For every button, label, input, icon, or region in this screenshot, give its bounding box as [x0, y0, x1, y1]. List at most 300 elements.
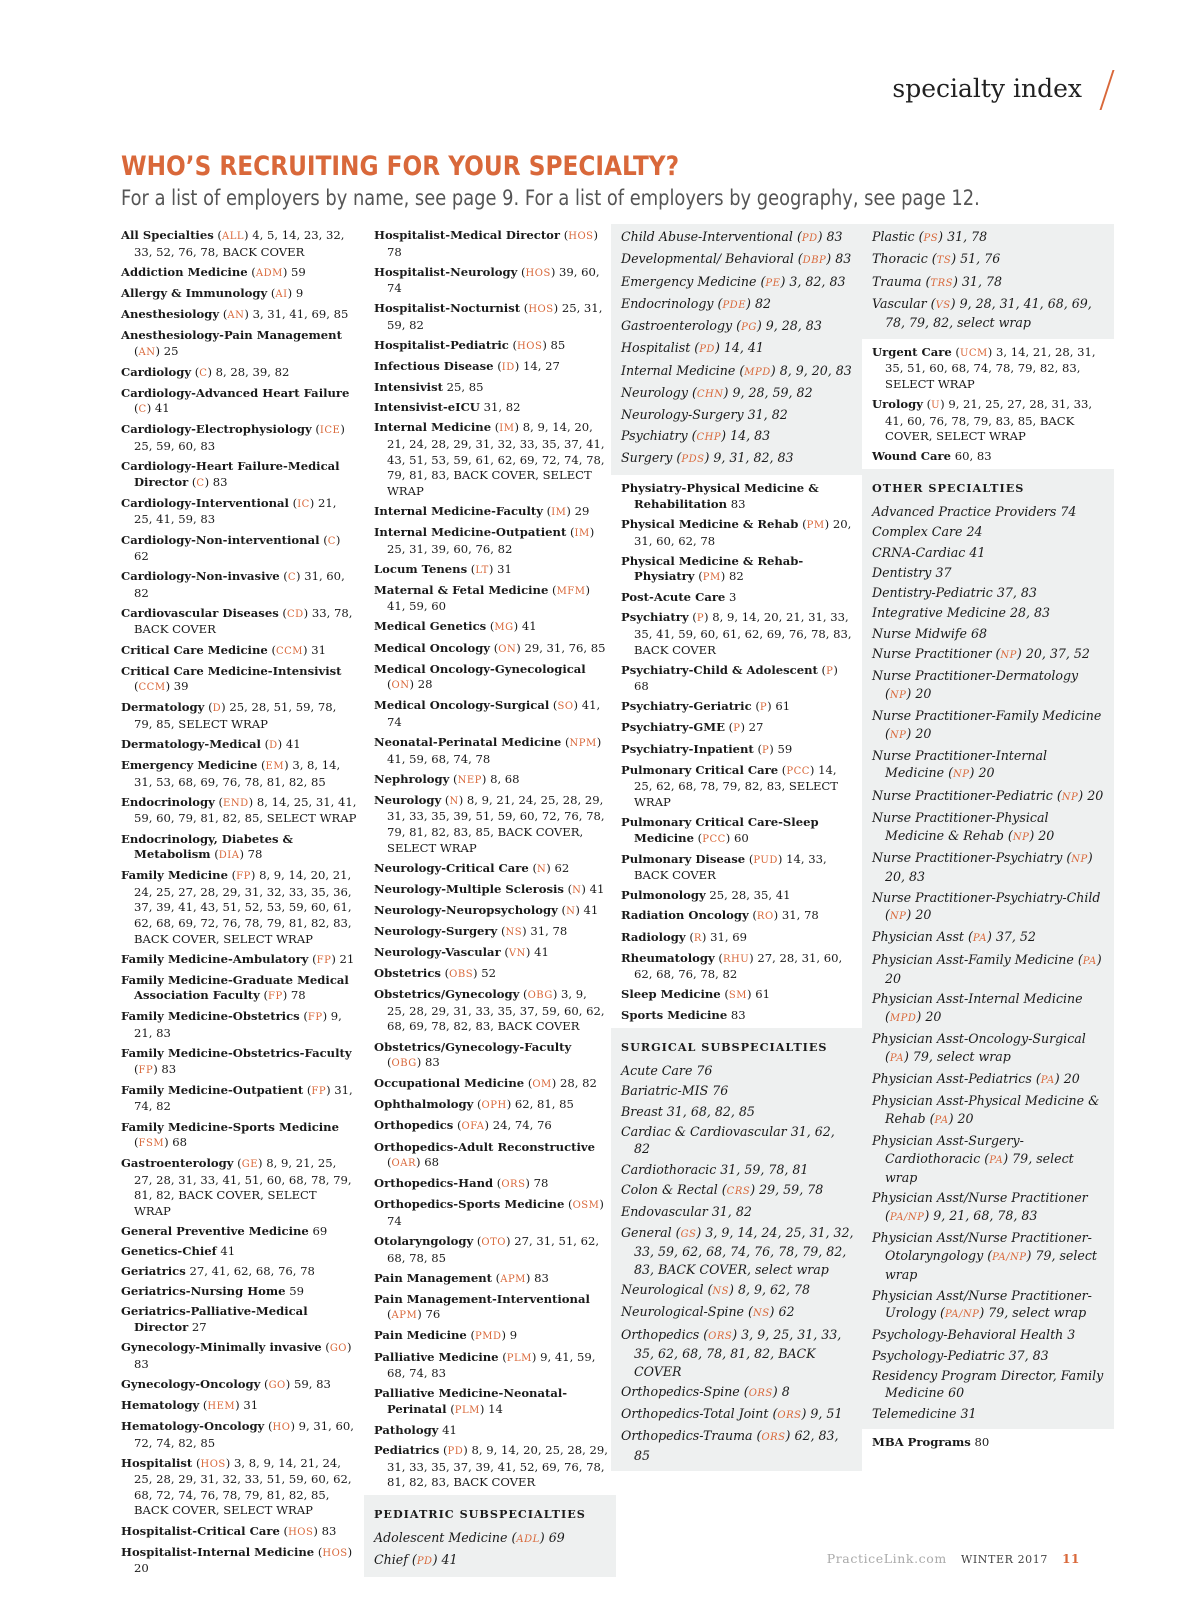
specialty-abbreviation: PM [702, 572, 721, 584]
page-references: 68 [424, 1155, 439, 1170]
index-entry: Pain Management (APM) 83 [374, 1270, 549, 1285]
index-entry [872, 503, 1106, 521]
page-references: 83 [212, 474, 228, 489]
index-entry: Dermatology (D) 25, 28, 51, 59, 78, 79, 85, SELECT WRAP [121, 700, 337, 731]
specialty-name: Trauma [872, 273, 922, 289]
specialty-name: Family Medicine-Obstetrics-Faculty [121, 1046, 352, 1061]
specialty-abbreviation: IM [574, 528, 590, 539]
index-entry: Neurological (NS) 8, 9, 62, 78 [621, 1281, 811, 1297]
specialty-abbreviation: PA [1040, 1075, 1055, 1087]
specialty-name: Vascular [872, 295, 927, 311]
specialty-abbreviation: PD [801, 233, 818, 244]
page-references: 9, 21, 68, 78, 83 [933, 1207, 1038, 1223]
index-entry: Hematology (HEM) 31 [121, 1397, 259, 1412]
index-entry [872, 1326, 1106, 1344]
index-entry [621, 1203, 854, 1221]
specialty-abbreviation: U [931, 399, 941, 411]
specialty-abbreviation: ORS [501, 1179, 526, 1191]
index-entry: Medical Oncology (ON) 29, 31, 76, 85 [374, 640, 606, 655]
specialty-name: Pain Management-Interventional [374, 1291, 590, 1306]
specialty-name: Cardiac & Cardiovascular [621, 1123, 787, 1139]
index-entry [621, 1161, 854, 1179]
specialty-name: Psychiatry-Geriatric [621, 699, 752, 714]
specialty-name: Neurology-Critical Care [374, 860, 529, 875]
page-references: 28, 82 [560, 1076, 597, 1091]
specialty-abbreviation: C [138, 404, 147, 416]
specialty-name: Psychiatry-GME [621, 720, 725, 735]
page-references: 9, 21, 83 [134, 1009, 342, 1041]
page-references: 3, 31, 41, 69, 85 [252, 306, 349, 321]
specialty-abbreviation: DIA [218, 850, 240, 862]
page-references: 62, 81, 85 [514, 1097, 574, 1112]
index-entry [621, 406, 854, 424]
specialty-name: Hematology [121, 1397, 200, 1412]
specialty-name: Internal Medicine [621, 362, 736, 378]
page-references: 78 [387, 244, 402, 259]
index-entry: Internal Medicine (IM) 8, 9, 14, 20, 21, 24, 28, 29, 31, 32, 33, 35, 37, 41, 43, 51, 53, 59, 61, 62, 69, 72, 74, 78, 79, 81, 83, BACK COVER, SELECT WRAP [374, 420, 605, 498]
specialty-name: Endocrinology [121, 794, 215, 809]
page-references: 27 [748, 720, 764, 735]
page-references: 31 [311, 642, 327, 657]
specialty-name: Family Medicine-Ambulatory [121, 951, 309, 966]
specialty-name: Urgent Care [872, 344, 952, 359]
page-references: 59, 83 [293, 1376, 331, 1391]
specialty-abbreviation: OM [532, 1079, 552, 1091]
index-entry: Medical Genetics (MG) 41 [374, 619, 537, 634]
page-references: 39, 60, 74 [387, 264, 600, 296]
page-references: 31, 78 [781, 908, 819, 923]
page-references: 31, 78 [961, 273, 1002, 289]
index-entry: Family Medicine (FP) 8, 9, 14, 20, 21, 24, 25, 27, 28, 29, 31, 32, 33, 35, 36, 37, 39, 41, 43, 51, 52, 53, 59, 60, 61, 62, 68, 69, 72, 76, 78, 79, 81, 82, 83, BACK COVER, SELECT WRAP [121, 868, 352, 946]
index-entry [872, 1367, 1106, 1402]
index-entry: Anesthesiology-Pain Management (AN) 25 [121, 327, 342, 358]
specialty-abbreviation: LT [475, 564, 489, 576]
specialty-name: Sleep Medicine [621, 987, 721, 1002]
page-references: 60 [948, 1385, 965, 1401]
specialty-abbreviation: C [287, 572, 296, 584]
footer-issue: WINTER 2017 [960, 1553, 1048, 1566]
page-references: 78 [290, 988, 306, 1003]
index-entry: Orthopedics-Hand (ORS) 78 [374, 1176, 549, 1191]
page-references: 25, 28, 35, 41 [709, 888, 791, 903]
specialty-abbreviation: CCM [138, 682, 166, 694]
index-entry: Obstetrics/Gynecology (OBG) 3, 9, 25, 28, 29, 31, 33, 35, 37, 59, 60, 62, 68, 69, 78, 82, 83, BACK COVER [374, 987, 605, 1034]
index-entry: Neurology-Critical Care (N) 62 [374, 860, 570, 875]
index-entry: Pediatrics (PD) 8, 9, 14, 20, 25, 28, 29, 31, 33, 35, 37, 39, 41, 52, 69, 76, 78, 81, 82, 83, BACK COVER [374, 1443, 608, 1490]
index-entry: Cardiology-Heart Failure-Medical Director (C) 83 [121, 459, 340, 489]
page-references: 20, 37, 52 [1025, 646, 1090, 662]
page-references: 83 [826, 229, 843, 244]
page-references: 31, 74, 82 [134, 1082, 353, 1114]
page-references: 31, 69 [710, 929, 747, 944]
specialty-name: Internal Medicine-Outpatient [374, 525, 567, 539]
page-references: 8, 9, 14, 20, 21, 24, 25, 27, 28, 29, 31, 32, 33, 35, 36, 37, 39, 41, 43, 51, 52, 53, 59, 60, 61, 62, 68, 69, 72, 76, 78, 79, 81, 82, 83, BACK COVER, SELECT WRAP [134, 868, 352, 946]
index-entry: Addiction Medicine (ADM) 59 [121, 264, 306, 279]
index-entry: Physician Asst-Pediatrics (PA) 20 [872, 1071, 1080, 1087]
index-entry: Nurse Practitioner-Physical Medicine & Rehab (NP) 20 [872, 810, 1055, 843]
specialty-abbreviation: ORS [708, 1330, 733, 1342]
specialty-name: Pain Medicine [374, 1328, 467, 1343]
footer-site: PracticeLink.com [826, 1551, 947, 1566]
index-entry: Urology (U) 9, 21, 25, 27, 28, 31, 33, 41, 60, 76, 78, 79, 83, 85, BACK COVER, SELECT WRAP [872, 396, 1093, 444]
page-references: 9, 28, 83 [765, 318, 822, 334]
index-entry: All Specialties (ALL) 4, 5, 14, 23, 32, 33, 52, 76, 78, BACK COVER [121, 228, 345, 259]
page-references: 62 [554, 860, 570, 875]
index-entry: Physician Asst-Family Medicine (PA) 20 [872, 951, 1102, 987]
specialty-abbreviation: PUD [753, 854, 778, 866]
index-entry [121, 1244, 357, 1260]
index-entry: Hospitalist (PD) 14, 41 [621, 340, 764, 356]
specialty-name: Chief [374, 1552, 408, 1568]
specialty-abbreviation: IC [297, 498, 310, 510]
page-references: 24, 74, 76 [492, 1118, 552, 1133]
page-references: 3, 9, 25, 31, 33, 35, 62, 68, 78, 81, 82, BACK COVER [634, 1326, 842, 1379]
page-references: 3 [1067, 1327, 1076, 1343]
specialty-name: Obstetrics/Gynecology [374, 987, 520, 1002]
index-entry: Nurse Practitioner-Family Medicine (NP) 20 [872, 708, 1102, 741]
index-entry: General (GS) 3, 9, 14, 24, 25, 31, 32, 33, 59, 62, 68, 74, 76, 78, 79, 82, 83, BACK COVER, select wrap [621, 1224, 854, 1277]
specialty-abbreviation: PM [806, 519, 825, 531]
index-entry: Physician Asst-Internal Medicine (MPD) 20 [872, 991, 1083, 1024]
specialty-name: Pulmonology [621, 888, 706, 903]
specialty-name: Physician Asst-Physical Medicine & Rehab [872, 1093, 1100, 1126]
index-entry: Endocrinology (PDE) 82 [621, 295, 771, 311]
specialty-name: Medical Oncology-Gynecological [374, 661, 586, 676]
specialty-abbreviation: PA/NP [944, 1309, 980, 1321]
specialty-name: Addiction Medicine [121, 264, 248, 279]
specialty-abbreviation: HOS [517, 341, 543, 353]
page-references: 9, 28, 59, 82 [732, 385, 813, 401]
page-references: 14 [488, 1401, 503, 1416]
page-references: 21, 25, 41, 59, 83 [134, 495, 337, 527]
page-references: 37, 52 [995, 929, 1036, 945]
specialty-name: Nurse Practitioner-Psychiatry [872, 849, 1063, 865]
page-references: 25 [163, 343, 179, 358]
specialty-abbreviation: EM [265, 761, 285, 773]
page-references: 33, 78, BACK COVER [134, 605, 353, 637]
specialty-abbreviation: PMD [475, 1331, 502, 1343]
specialty-abbreviation: NEP [457, 774, 482, 786]
specialty-abbreviation: CHP [696, 431, 722, 443]
specialty-abbreviation: AN [227, 309, 245, 321]
page-references: 3, 82, 83 [789, 273, 846, 289]
page-references: 8, 9, 21, 25, 27, 28, 31, 33, 41, 51, 60, 68, 78, 79, 81, 82, BACK COVER, SELECT WRAP [134, 1156, 352, 1218]
specialty-name: Surgery [621, 449, 673, 465]
index-entry [121, 1284, 357, 1300]
specialty-name: Intensivist-eICU [374, 400, 480, 415]
specialty-name: Physician Asst/Nurse Practitioner [872, 1190, 1088, 1206]
specialty-name: Medical Oncology [374, 640, 491, 655]
specialty-abbreviation: C [199, 367, 208, 379]
page-references: 8, 68 [490, 771, 520, 786]
specialty-abbreviation: OTO [481, 1236, 506, 1248]
specialty-name: Residency Program Director, Family Medicine [872, 1367, 1104, 1401]
specialty-abbreviation: PE [765, 277, 781, 289]
specialty-abbreviation: ON [391, 680, 410, 692]
specialty-name: Orthopedics-Spine [621, 1383, 740, 1399]
specialty-name: Orthopedics-Hand [374, 1176, 494, 1191]
page-references: 83 [730, 496, 746, 511]
specialty-name: Hematology-Oncology [121, 1419, 265, 1433]
index-entry: Hematology-Oncology (HO) 9, 31, 60, 72, 74, 82, 85 [121, 1419, 354, 1450]
index-entry [872, 1347, 1106, 1365]
index-entry: Palliative Medicine-Neonatal-Perinatal (PLM) 14 [374, 1386, 568, 1416]
page-references: 79, select wrap [988, 1305, 1087, 1321]
page-references: 14, 33, BACK COVER [634, 851, 827, 883]
specialty-abbreviation: P [762, 744, 770, 756]
index-entry [872, 523, 1106, 541]
page-references: 62 [778, 1304, 795, 1320]
page-references: 78 [533, 1176, 549, 1191]
page-references: 27, 41, 62, 68, 76, 78 [189, 1264, 315, 1279]
page-references: 31 [960, 1405, 977, 1421]
specialty-name: Pulmonary Critical Care-Sleep Medicine [621, 814, 819, 845]
page-references: 76 [425, 1307, 441, 1322]
index-entry: Trauma (TRS) 31, 78 [872, 273, 1002, 289]
page-references: 41 [442, 1422, 457, 1437]
index-entry [872, 604, 1106, 622]
specialty-abbreviation: NP [889, 911, 907, 923]
index-entry: Hospitalist (HOS) 3, 8, 9, 14, 21, 24, 25, 28, 29, 31, 32, 33, 51, 59, 60, 62, 68, 72, 74, 76, 78, 79, 81, 82, 85, BACK COVER, SELECT WRAP [121, 1455, 352, 1518]
specialty-abbreviation: ORS [761, 1432, 786, 1444]
specialty-name: Internal Medicine [374, 420, 492, 435]
index-entry: Obstetrics (OBS) 52 [374, 966, 497, 981]
specialty-name: Orthopedics-Adult Reconstructive [374, 1139, 596, 1154]
index-entry: Endocrinology (END) 8, 14, 25, 31, 41, 59, 60, 79, 81, 82, 85, SELECT WRAP [121, 794, 357, 826]
specialty-abbreviation: END [223, 797, 249, 809]
page-references: 29, 31, 76, 85 [524, 640, 606, 655]
specialty-abbreviation: VS [935, 299, 951, 311]
specialty-name: Neurology [621, 385, 688, 401]
index-entry: Pulmonary Disease (PUD) 14, 33, BACK COVER [621, 851, 827, 883]
page-references: 20 [915, 907, 932, 923]
index-entry: Colon & Rectal (CRS) 29, 59, 78 [621, 1182, 824, 1198]
specialty-name: All Specialties [121, 228, 214, 242]
specialty-name: Neurology-Surgery [621, 407, 744, 423]
specialty-abbreviation: FP [236, 871, 251, 883]
specialty-name: Ophthalmology [374, 1097, 474, 1112]
specialty-name: Colon & Rectal [621, 1182, 718, 1198]
specialty-abbreviation: TS [936, 255, 952, 267]
page-references: 41 [534, 945, 549, 960]
index-entry: Psychiatry-Inpatient (P) 59 [621, 741, 793, 756]
index-entry [121, 1304, 357, 1335]
specialty-name: Telemedicine [872, 1405, 957, 1421]
specialty-name: Hospitalist [121, 1455, 193, 1470]
specialty-name: Endocrinology [621, 295, 714, 311]
section-heading: PEDIATRIC SUBSPECIALTIES [374, 1507, 586, 1522]
specialty-name: Geriatrics [121, 1264, 186, 1279]
specialty-name: Psychiatry [621, 610, 689, 625]
page-references: 25, 85 [446, 380, 484, 395]
page-references: 79, select wrap [912, 1048, 1011, 1064]
specialty-name: Hospitalist-Pediatric [374, 338, 509, 353]
specialty-abbreviation: PD [447, 1446, 464, 1457]
specialty-abbreviation: AI [275, 288, 288, 300]
specialty-name: Psychology-Behavioral Health [872, 1327, 1064, 1343]
specialty-abbreviation: OAR [391, 1158, 416, 1170]
specialty-name: Neurology-Neuropsychology [374, 902, 558, 917]
index-entry: Orthopedics-Spine (ORS) 8 [621, 1383, 790, 1399]
specialty-name: Pulmonary Critical Care [621, 762, 779, 777]
page-references: 27, 31, 51, 62, 68, 78, 85 [387, 1233, 600, 1265]
specialty-abbreviation: FP [268, 991, 283, 1003]
specialty-abbreviation: GS [680, 1228, 697, 1240]
index-entry: Pain Medicine (PMD) 9 [374, 1328, 518, 1343]
specialty-abbreviation: OFA [461, 1121, 485, 1133]
page-references: 83 [424, 1055, 440, 1070]
index-entry: Physician Asst/Nurse Practitioner-Otolaryngology (PA/NP) 79, select wrap [872, 1230, 1097, 1283]
specialty-abbreviation: PD [699, 344, 715, 356]
specialty-name: Psychiatry [621, 427, 688, 443]
specialty-abbreviation: OBG [391, 1058, 417, 1070]
page-references: 59 [289, 1284, 304, 1299]
specialty-abbreviation: NP [889, 689, 907, 701]
specialty-name: Complex Care [872, 524, 963, 540]
index-entry: Infectious Disease (ID) 14, 27 [374, 359, 560, 374]
page-references: 68 [172, 1135, 188, 1150]
page-references: 3, 8, 9, 14, 21, 24, 25, 28, 29, 31, 32, 33, 51, 59, 60, 62, 68, 72, 74, 76, 78, 79, 81, 82, 85, BACK COVER, SELECT WRAP [134, 1455, 352, 1518]
specialty-name: Pulmonary Disease [621, 851, 746, 866]
page-references: 25, 28, 51, 59, 78, 79, 85, SELECT WRAP [134, 700, 337, 731]
specialty-abbreviation: DBP [802, 255, 827, 267]
specialty-abbreviation: NS [505, 926, 523, 938]
specialty-name: Cardiology-Interventional [121, 495, 289, 510]
specialty-name: Thoracic [872, 251, 928, 267]
specialty-abbreviation: FSM [138, 1138, 165, 1150]
specialty-abbreviation: MPD [744, 366, 771, 378]
index-entry [872, 449, 1106, 465]
page-references: 41 [521, 619, 537, 634]
index-entry: Dermatology-Medical (D) 41 [121, 737, 301, 752]
page-references: 41 [583, 902, 599, 917]
specialty-name: Family Medicine [121, 868, 228, 883]
index-entry: Occupational Medicine (OM) 28, 82 [374, 1076, 597, 1091]
specialty-name: MBA Programs [872, 1435, 971, 1450]
page-references: 8, 14, 25, 31, 41, 59, 60, 79, 81, 82, 85, SELECT WRAP [134, 794, 357, 826]
specialty-name: Nurse Practitioner-Dermatology [872, 668, 1079, 684]
page-references: 20 [915, 685, 932, 701]
specialty-abbreviation: P [696, 613, 705, 625]
page-references: 31, 68, 82, 85 [666, 1103, 755, 1119]
specialty-name: Plastic [872, 229, 915, 244]
index-entry: Surgery (PDS) 9, 31, 82, 83 [621, 449, 794, 465]
index-entry: Family Medicine-Obstetrics-Faculty (FP) 83 [121, 1046, 352, 1076]
page-references: 60 [733, 830, 749, 845]
index-entry: Cardiology (C) 8, 28, 39, 82 [121, 364, 290, 379]
index-entry: Hospitalist-Medical Director (HOS) 78 [374, 228, 599, 259]
specialty-abbreviation: PCC [702, 833, 726, 845]
page-references: 62, 83, 85 [634, 1428, 839, 1463]
specialty-abbreviation: MG [494, 622, 514, 634]
index-entry [872, 1435, 1106, 1451]
specialty-name: Orthopedics [621, 1326, 700, 1342]
index-entry: Psychiatry-GME (P) 27 [621, 720, 764, 735]
specialty-abbreviation: N [572, 884, 582, 896]
specialty-name: Cardiology [121, 364, 192, 379]
specialty-name: Orthopedics-Total Joint [621, 1406, 769, 1422]
index-entry: Adolescent Medicine (ADL) 69 [374, 1529, 565, 1545]
index-entry: Neonatal-Perinatal Medicine (NPM) 41, 59, 68, 74, 78 [374, 735, 602, 766]
specialty-name: Orthopedics-Trauma [621, 1428, 753, 1444]
specialty-abbreviation: NS [752, 1308, 770, 1320]
specialty-name: General Preventive Medicine [121, 1224, 309, 1239]
specialty-abbreviation: FP [307, 1012, 323, 1024]
specialty-abbreviation: PA [934, 1114, 949, 1126]
page-references: 8, 9, 62, 78 [737, 1281, 811, 1297]
specialty-name: Nurse Practitioner [872, 646, 992, 662]
specialty-abbreviation: IM [499, 423, 515, 435]
page-references: 83 [321, 1523, 337, 1538]
specialty-name: Geriatrics-Nursing Home [121, 1284, 286, 1299]
specialty-name: Palliative Medicine [374, 1349, 499, 1364]
specialty-name: Gynecology-Oncology [121, 1376, 261, 1391]
specialty-abbreviation: NPM [569, 738, 597, 750]
specialty-abbreviation: D [212, 703, 222, 715]
specialty-name: Physician Asst-Family Medicine [872, 951, 1074, 967]
specialty-name: Gastroenterology [621, 318, 733, 334]
index-entry: Medical Oncology-Surgical (SO) 41, 74 [374, 698, 601, 729]
specialty-name: Physician Asst/Nurse Practitioner-Otolaryngology [872, 1230, 1092, 1263]
specialty-abbreviation: PA/NP [889, 1211, 925, 1223]
page-references: 20 [885, 971, 902, 987]
specialty-name: Critical Care Medicine [121, 642, 268, 657]
page-references: 20 [957, 1110, 974, 1126]
specialty-abbreviation: OBG [527, 990, 553, 1002]
index-entry: Neurology-Multiple Sclerosis (N) 41 [374, 881, 605, 896]
page-references: 9, 41, 59, 68, 74, 83 [387, 1349, 596, 1381]
specialty-name: Hospitalist [621, 340, 691, 356]
specialty-name: Physical Medicine & Rehab-Physiatry [621, 553, 804, 584]
specialty-abbreviation: NP [1061, 791, 1079, 803]
index-entry: Orthopedics-Sports Medicine (OSM) 74 [374, 1197, 604, 1228]
specialty-name: Hospitalist-Internal Medicine [121, 1544, 315, 1559]
index-entry: Critical Care Medicine-Intensivist (CCM) 39 [121, 663, 342, 694]
specialty-name: Nurse Practitioner-Family Medicine [872, 708, 1102, 724]
page-references: 25, 31, 39, 60, 76, 82 [387, 541, 513, 556]
index-entry: Family Medicine-Ambulatory (FP) 21 [121, 951, 355, 966]
index-entry [872, 564, 1106, 582]
specialty-name: Acute Care [621, 1063, 693, 1079]
specialty-name: Physiatry-Physical Medicine & Rehabilitation [621, 481, 819, 511]
specialty-name: Cardiology-Non-invasive [121, 569, 280, 584]
specialty-abbreviation: P [733, 723, 741, 735]
specialty-abbreviation: NS [712, 1285, 730, 1297]
index-entry: Family Medicine-Obstetrics (FP) 9, 21, 83 [121, 1009, 342, 1041]
specialty-abbreviation: R [693, 932, 702, 944]
page-references: 14, 41 [723, 340, 764, 356]
index-entry: Cardiology-Non-invasive (C) 31, 60, 82 [121, 569, 345, 600]
index-entry: Neurology-Vascular (VN) 41 [374, 945, 549, 960]
index-entry: Chief (PD) 41 [374, 1552, 458, 1568]
index-entry [121, 1224, 357, 1240]
index-entry: Pulmonary Critical Care-Sleep Medicine (PCC) 60 [621, 814, 819, 845]
specialty-name: Neurological-Spine [621, 1304, 745, 1320]
page-subtitle: For a list of employers by name, see page 9. For a list of employers by geography, see page 12. [121, 186, 980, 210]
index-entry: Nurse Practitioner (NP) 20, 37, 52 [872, 646, 1090, 662]
specialty-name: Urology [872, 396, 923, 411]
index-entry: Locum Tenens (LT) 31 [374, 561, 512, 576]
index-entry: Emergency Medicine (PE) 3, 82, 83 [621, 273, 846, 289]
specialty-abbreviation: GO [329, 1343, 347, 1355]
specialty-name: Hospitalist-Nocturnist [374, 301, 521, 316]
specialty-name: Wound Care [872, 449, 952, 464]
page-references: 37 [935, 564, 952, 580]
index-entry: Medical Oncology-Gynecological (ON) 28 [374, 661, 586, 692]
index-entry: Hospitalist-Neurology (HOS) 39, 60, 74 [374, 264, 600, 296]
index-entry [872, 584, 1106, 602]
index-entry: Family Medicine-Sports Medicine (FSM) 68 [121, 1119, 339, 1150]
